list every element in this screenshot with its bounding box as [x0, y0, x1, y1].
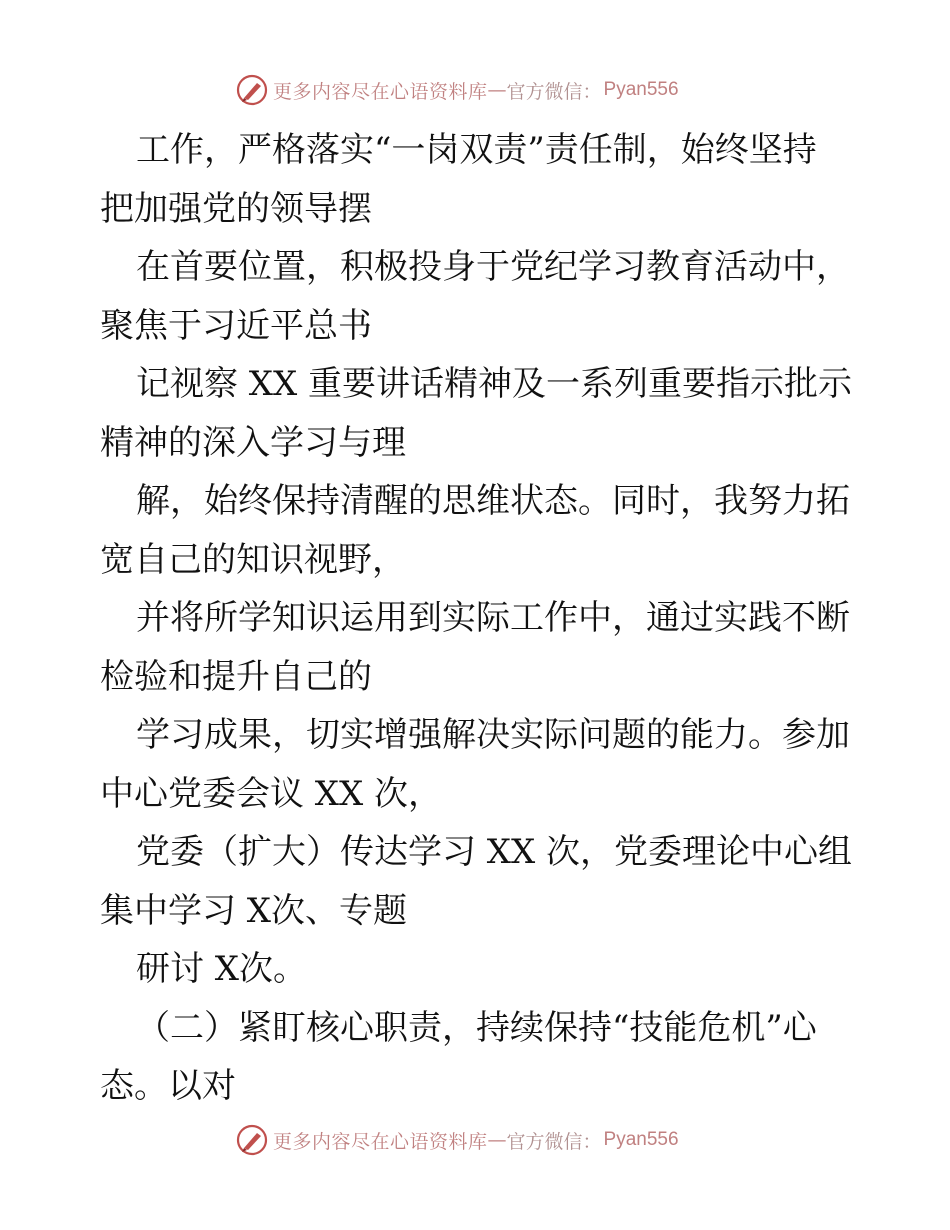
watermark-id: Pyan556: [603, 79, 679, 100]
watermark-brand: 更多内容尽在心语资料库: [273, 1130, 488, 1153]
body-line: （二）紧盯核心职责，持续保持“技能危机”心: [136, 1007, 817, 1048]
pen-logo-icon: [235, 73, 269, 107]
body-line: 解，始终保持清醒的思维状态。同时，我努力拓: [136, 481, 850, 521]
body-line: 态。以对: [100, 1066, 236, 1106]
body-line: 在首要位置，积极投身于党纪学习教育活动中，: [136, 247, 850, 287]
watermark-brand: 更多内容尽在心语资料库: [273, 80, 488, 103]
watermark-dash: —: [487, 1129, 507, 1151]
body-line: 记视察 XX 重要讲话精神及一系列重要指示批示: [136, 364, 853, 404]
body-line: 精神的深入学习与理: [100, 422, 406, 463]
body-line: 中心党委会议 XX 次，: [100, 773, 443, 814]
footer-watermark: [235, 1122, 679, 1158]
body-line: 检验和提升自己的: [100, 656, 372, 697]
document-body: [100, 121, 852, 1116]
body-line: 聚焦于习近平总书: [100, 305, 372, 346]
watermark-label: 官方微信：: [506, 80, 602, 103]
body-line: 研讨 X次。: [136, 949, 308, 989]
body-line: 集中学习 X次、专题: [100, 890, 408, 931]
watermark-dash: —: [487, 79, 507, 101]
header-watermark: [235, 72, 679, 108]
body-line: 工作，严格落实“一岗双责”责任制，始终坚持: [136, 130, 817, 170]
body-line: 并将所学知识运用到实际工作中，通过实践不断: [136, 598, 850, 638]
body-line: 把加强党的领导摆: [100, 188, 372, 229]
body-line: 党委（扩大）传达学习 XX 次，党委理论中心组: [136, 832, 853, 872]
body-line: 宽自己的知识视野，: [100, 539, 406, 580]
watermark-label: 官方微信：: [506, 1130, 602, 1153]
pen-logo-icon: [235, 1123, 269, 1157]
body-line: 学习成果，切实增强解决实际问题的能力。参加: [136, 715, 850, 755]
watermark-id: Pyan556: [603, 1129, 679, 1150]
